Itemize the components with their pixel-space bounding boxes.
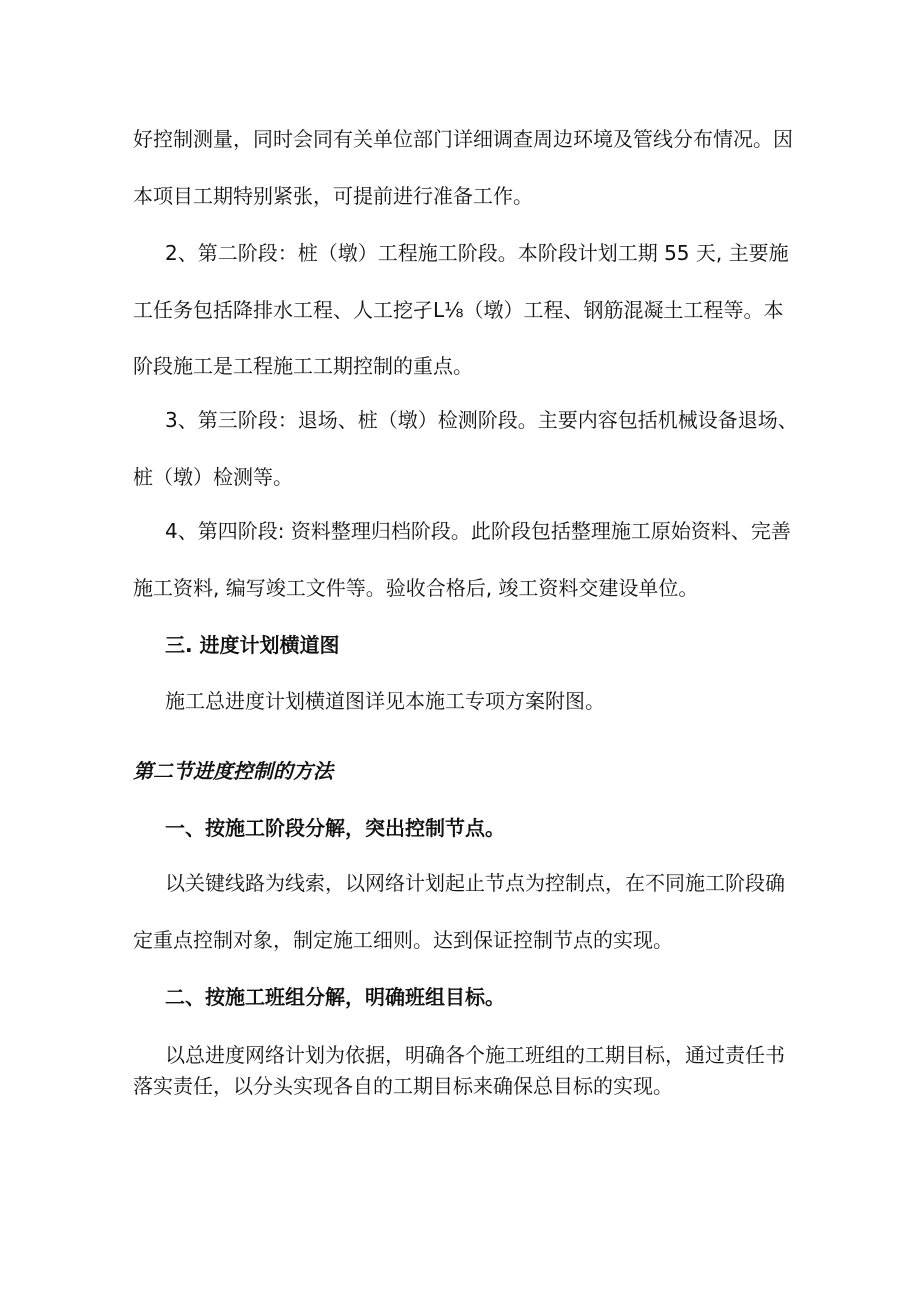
stage-2-line-2: 工任务包括降排水工程、人工挖孑L⅛（墩）工程、钢筋混凝土工程等。本: [133, 298, 784, 322]
paragraph-1-line-1: 好控制测量，同时会同有关单位部门详细调查周边环境及管线分布情况。因: [133, 127, 793, 151]
method-2-line-2: 落实责任，以分头实现各自的工期目标来确保总目标的实现。: [133, 1074, 673, 1098]
gantt-heading: 三. 进度计划横道图: [165, 633, 340, 657]
method-2-heading: 二、按施工班组分解，明确班组目标。: [165, 985, 505, 1009]
stage-4-line-1: 4、第四阶段: 资料整理归档阶段。此阶段包括整理施工原始资料、完善: [165, 519, 791, 543]
method-1-line-1: 以关键线路为线索，以网络计划起止节点为控制点，在不同施工阶段确: [165, 871, 785, 895]
stage-3-line-1: 3、第三阶段：退场、桩（墩）检测阶段。主要内容包括机械设备退场、: [165, 408, 798, 432]
method-2-line-1: 以总进度网络计划为依据，明确各个施工班组的工期目标，通过责任书: [165, 1043, 785, 1067]
stage-3-line-2: 桩（墩）检测等。: [133, 465, 293, 489]
stage-2-line-3: 阶段施工是工程施工工期控制的重点。: [133, 354, 473, 378]
stage-4-line-2: 施工资料, 编写竣工文件等。验收合格后, 竣工资料交建设单位。: [133, 576, 699, 600]
stage-2-line-1: 2、第二阶段：桩（墩）工程施工阶段。本阶段计划工期 55 天, 主要施: [165, 241, 789, 265]
section-heading: 第二节进度控制的方法: [133, 759, 333, 783]
method-1-line-2: 定重点控制对象，制定施工细则。达到保证控制节点的实现。: [133, 928, 673, 952]
paragraph-1-line-2: 本项目工期特别紧张，可提前进行准备工作。: [133, 184, 533, 208]
method-1-heading: 一、按施工阶段分解，突出控制节点。: [165, 816, 505, 840]
gantt-text: 施工总进度计划横道图详见本施工专项方案附图。: [165, 689, 605, 713]
